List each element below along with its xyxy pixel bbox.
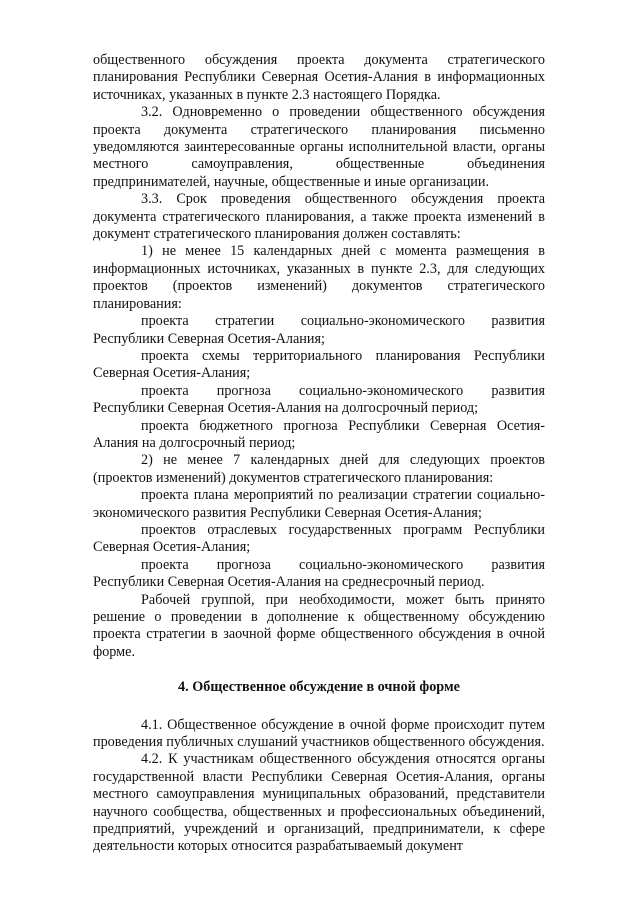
list-item-strategy: проекта стратегии социально-экономического развития Республики Северная Осетия-Алания; [93,313,545,347]
paragraph-item-2: 2) не менее 7 календарных дней для следующих проектов (проектов изменений) документов стратегического планирования: [93,452,545,486]
paragraph-3-3: 3.3. Срок проведения общественного обсуждения проекта документа стратегического планирования, а также проекта изменений в документ стратегического планирования должен составлять: [93,191,545,243]
paragraph-continuation: общественного обсуждения проекта документа стратегического планирования Республики Северная Осетия-Алания в информационных источниках, указанных в пункте 2.3 настоящего Порядка. [93,52,545,103]
list-item-budget-forecast: проекта бюджетного прогноза Республики Северная Осетия-Алания на долгосрочный период; [93,417,545,451]
section-heading: 4. Общественное обсуждение в очной форме [178,679,460,696]
paragraph-working-group: Рабочей группой, при необходимости, может быть принято решение о проведении в дополнение к общественному обсуждению проекта стратегии в заочной форме общественного обсуждения в очной форме. [93,591,545,660]
list-item-territorial-scheme: проекта схемы территориального планирования Республики Северная Осетия-Алания; [93,347,545,382]
paragraph-item-1: 1) не менее 15 календарных дней с момента размещения в информационных источниках, указанных в пункте 2.3, для следующих проектов (проектов изменений) документов стратегического планирования: [93,243,545,312]
list-item-longterm-forecast: проекта прогноза социально-экономического развития Республики Северная Осетия-Алания на долгосрочный период; [93,382,545,417]
list-item-midterm-forecast: проекта прогноза социально-экономического развития Республики Северная Осетия-Алания на среднесрочный период. [93,556,545,591]
list-item-action-plan: проекта плана мероприятий по реализации стратегии социально-экономического развития Республики Северная Осетия-Алания; [93,487,545,521]
paragraph-4-2: 4.2. К участникам общественного обсуждения относятся органы государственной власти Республики Северная Осетия-Алания, органы местного самоуправления муниципальных образований, представители научного сообщества, общественных и профессиональных объединений, предприятий, учреждений и организаций, предприниматели, к сфере деятельности которых относится разрабатываемый документ [93,751,545,855]
paragraph-3-2: 3.2. Одновременно о проведении общественного обсуждения проекта документа стратегического планирования письменно уведомляются заинтересованные органы исполнительной власти, органы местного самоуправления, общественные объединения предпринимателей, научные, общественные и иные организации. [93,104,545,190]
paragraph-4-1: 4.1. Общественное обсуждение в очной форме происходит путем проведения публичных слушаний участников общественного обсуждения. [93,716,545,751]
list-item-sector-programs: проектов отраслевых государственных программ Республики Северная Осетия-Алания; [93,521,545,556]
document-page [93,52,545,856]
